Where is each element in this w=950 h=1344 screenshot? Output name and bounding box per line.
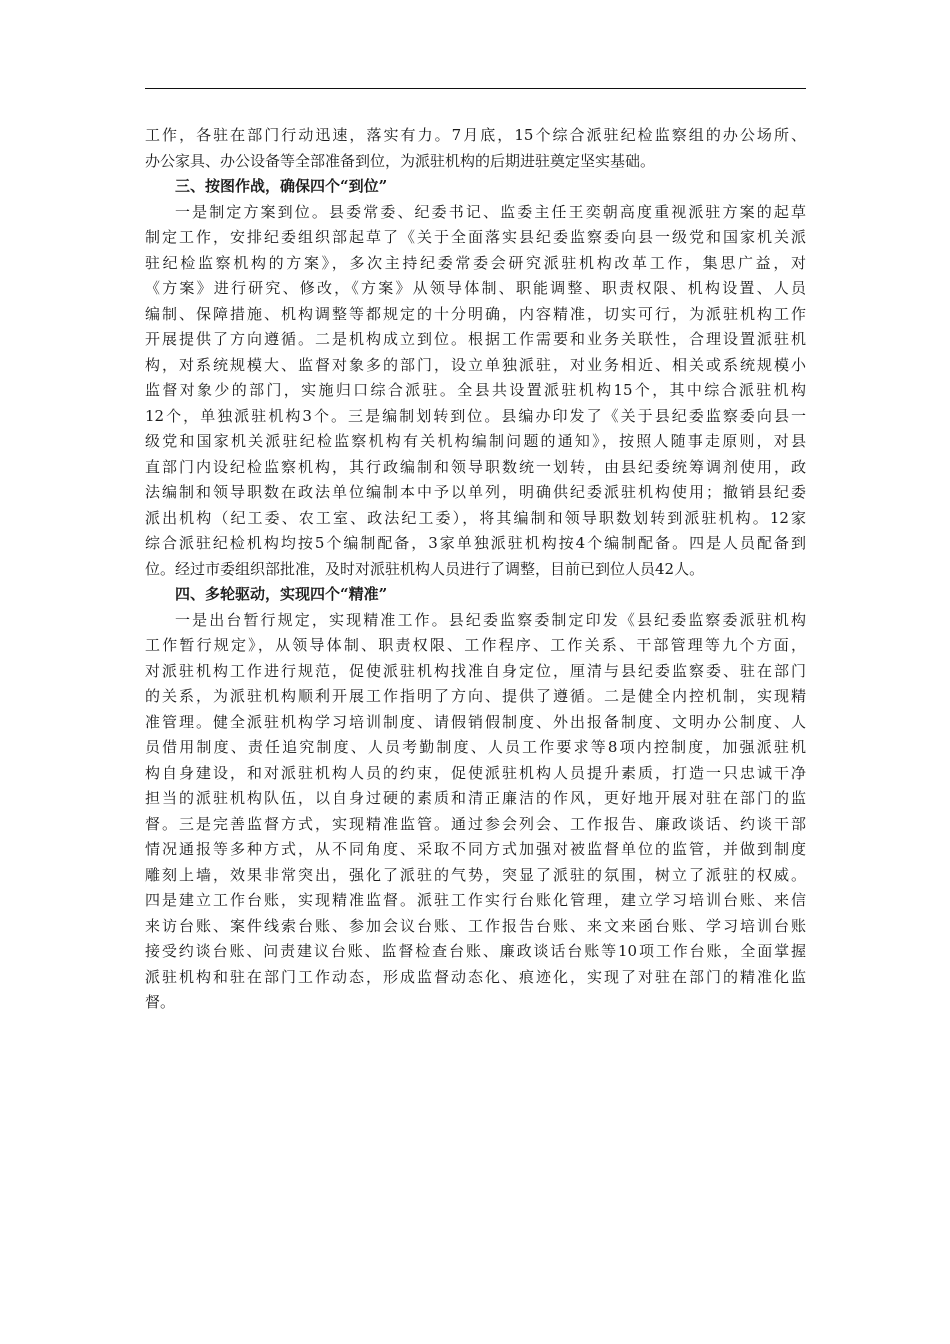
paragraph-line: 12个，单独派驻机构3个。三是编制划转到位。县编办印发了《关于县纪委监察委向县一 — [145, 406, 806, 425]
paragraph-line: 准管理。健全派驻机构学习培训制度、请假销假制度、外出报备制度、文明办公制度、人 — [145, 712, 806, 731]
paragraph-line: 四是建立工作台账，实现精准监督。派驻工作实行台账化管理，建立学习培训台账、来信 — [145, 891, 806, 909]
header-rule — [145, 88, 806, 89]
paragraph-line: 一是制定方案到位。县委常委、纪委书记、监委主任王奕朝高度重视派驻方案的起草 — [175, 202, 806, 221]
paragraph-line: 接受约谈台账、问责建议台账、监督检查台账、廉政谈话台账等10项工作台账，全面掌握 — [145, 942, 806, 960]
paragraph-line: 构，对系统规模大、监督对象多的部门，设立单独派驻，对业务相近、相关或系统规模小 — [145, 355, 806, 374]
paragraph-line: 雕刻上墙，效果非常突出，强化了派驻的气势，突显了派驻的氛围，树立了派驻的权威。 — [145, 865, 806, 884]
paragraph-line: 制定工作，安排纪委组织部起草了《关于全面落实县纪委监察委向县一级党和国家机关派 — [145, 228, 806, 246]
paragraph-line: 监督对象少的部门，实施归口综合派驻。全县共设置派驻机构15个，其中综合派驻机构 — [145, 381, 806, 399]
paragraph-line: 的关系，为派驻机构顺利开展工作指明了方向、提供了遵循。二是健全内控机制，实现精 — [145, 687, 806, 705]
paragraph-line: 督。三是完善监督方式，实现精准监管。通过参会列会、工作报告、廉政谈话、约谈干部 — [145, 814, 806, 833]
paragraph-line: 构自身建设，和对派驻机构人员的约束，促使派驻机构人员提升素质，打造一只忠诚干净 — [145, 763, 806, 782]
paragraph-line: 工作，各驻在部门行动迅速，落实有力。7月底，15个综合派驻纪检监察组的办公场所、 — [145, 126, 806, 144]
paragraph-line: 法编制和领导职数在政法单位编制本中予以单列，明确供纪委派驻机构使用；撤销县纪委 — [145, 483, 806, 501]
paragraph-line: 一是出台暂行规定，实现精准工作。县纪委监察委制定印发《县纪委监察委派驻机构 — [175, 610, 806, 629]
paragraph-line: 综合派驻纪检机构均按5个编制配备，3家单独派驻机构按4个编制配备。四是人员配备到 — [145, 534, 806, 552]
paragraph-line: 驻纪检监察机构的方案》，多次主持纪委常委会研究派驻机构改革工作，集思广益，对 — [145, 253, 806, 272]
section-heading: 三、按图作战，确保四个“到位” — [175, 177, 388, 195]
paragraph-line: 办公家具、办公设备等全部准备到位，为派驻机构的后期进驻奠定坚实基础。 — [145, 151, 656, 170]
paragraph-line: 位。经过市委组织部批准，及时对派驻机构人员进行了调整，目前已到位人员42人。 — [145, 559, 705, 578]
document-body — [145, 123, 806, 1016]
paragraph-line: 级党和国家机关派驻纪检监察机构有关机构编制问题的通知》，按照人随事走原则，对县 — [145, 432, 806, 450]
paragraph-line: 开展提供了方向遵循。二是机构成立到位。根据工作需要和业务关联性，合理设置派驻机 — [145, 330, 806, 348]
paragraph-line: 派出机构（纪工委、农工室、政法纪工委），将其编制和领导职数划转到派驻机构。12家 — [145, 508, 806, 527]
paragraph-line: 对派驻机构工作进行规范，促使派驻机构找准自身定位，厘清与县纪委监察委、驻在部门 — [145, 661, 806, 680]
paragraph-line: 督。 — [145, 993, 176, 1011]
section-heading: 四、多轮驱动，实现四个“精准” — [175, 585, 388, 603]
paragraph-line: 《方案》进行研究、修改，《方案》从领导体制、职能调整、职责权限、机构设置、人员 — [145, 279, 806, 297]
paragraph-line: 担当的派驻机构队伍，以自身过硬的素质和清正廉洁的作风，更好地开展对驻在部门的监 — [145, 789, 806, 807]
paragraph-line: 情况通报等多种方式，从不同角度、采取不同方式加强对被监督单位的监管，并做到制度 — [145, 840, 806, 858]
paragraph-line: 来访台账、案件线索台账、参加会议台账、工作报告台账、来文来函台账、学习培训台账 — [145, 916, 806, 935]
paragraph-line: 编制、保障措施、机构调整等都规定的十分明确，内容精准，切实可行，为派驻机构工作 — [145, 304, 806, 323]
paragraph-line: 员借用制度、责任追究制度、人员考勤制度、人员工作要求等8项内控制度，加强派驻机 — [145, 738, 806, 756]
paragraph-line: 派驻机构和驻在部门工作动态，形成监督动态化、痕迹化，实现了对驻在部门的精准化监 — [145, 967, 806, 986]
paragraph-line: 直部门内设纪检监察机构，其行政编制和领导职数统一划转，由县纪委统筹调剂使用，政 — [145, 457, 806, 476]
paragraph-line: 工作暂行规定》，从领导体制、职责权限、工作程序、工作关系、干部管理等九个方面， — [145, 636, 806, 654]
